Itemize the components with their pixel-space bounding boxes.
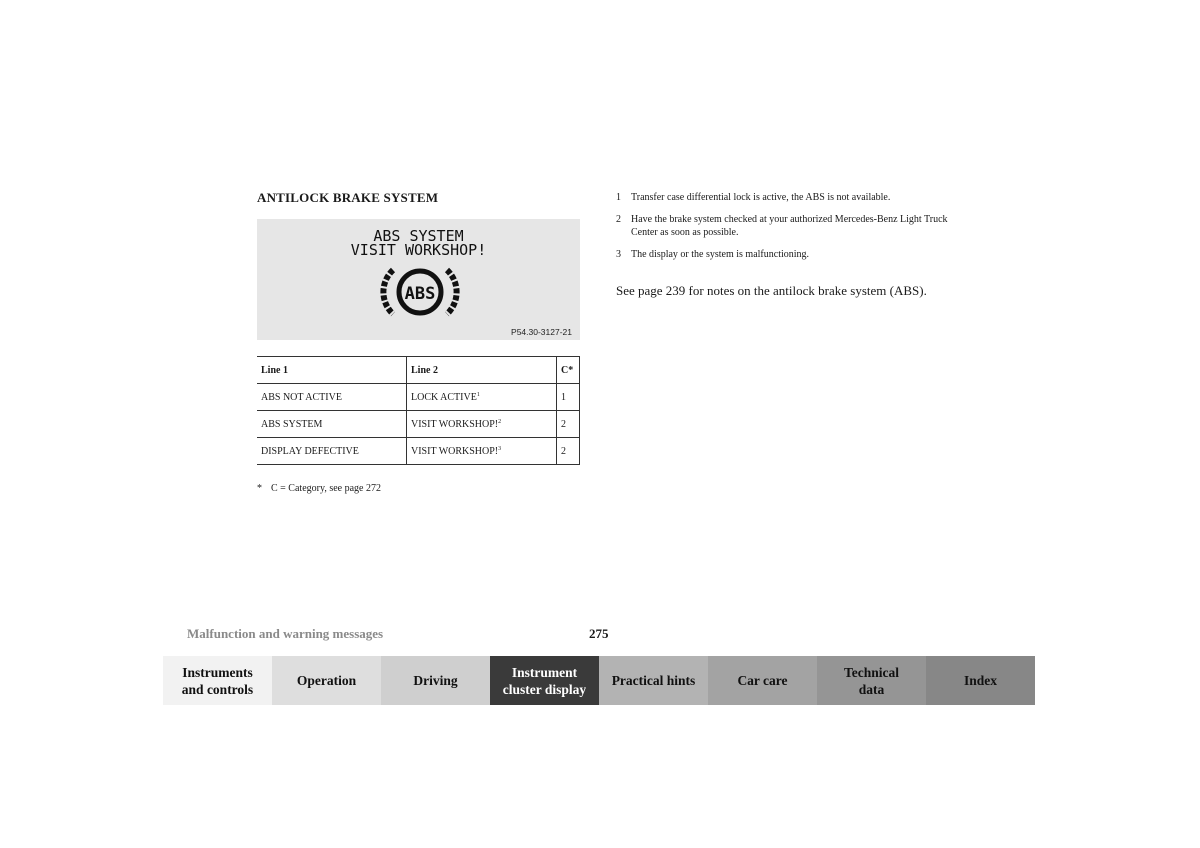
tab-car-care[interactable]	[708, 656, 817, 705]
tab-label: Instruments and controls	[181, 664, 254, 697]
line-1-cell: ABS SYSTEM	[257, 411, 407, 438]
tab-operation[interactable]	[272, 656, 381, 705]
column-header-category: C*	[557, 357, 580, 384]
table-row	[257, 438, 580, 465]
table-row	[257, 384, 580, 411]
note-item	[616, 213, 951, 239]
instrument-display-figure	[257, 219, 580, 340]
line-1-cell: ABS NOT ACTIVE	[257, 384, 407, 411]
display-line-2: VISIT WORKSHOP!	[350, 241, 487, 259]
tab-instrument-cluster-display[interactable]	[490, 656, 599, 705]
category-cell: 2	[557, 438, 580, 465]
page-number: 275	[589, 626, 609, 641]
note-text: Transfer case differential lock is active, the ABS is not available.	[631, 192, 891, 203]
note-text: Have the brake system checked at your authorized Mercedes-Benz Light Truck Center as soon as possible.	[631, 214, 948, 238]
footnote-text: C = Category, see page 272	[271, 483, 381, 494]
tab-label: Instrument cluster display	[502, 664, 587, 697]
tab-index[interactable]	[926, 656, 1035, 705]
category-footnote	[257, 483, 381, 494]
line-1-cell: DISPLAY DEFECTIVE	[257, 438, 407, 465]
column-header-line-2: Line 2	[407, 357, 557, 384]
note-text: The display or the system is malfunctioning.	[631, 249, 810, 260]
display-line-1: ABS SYSTEM	[373, 227, 464, 245]
tab-label: Technical data	[843, 664, 899, 697]
tab-label: Index	[963, 673, 997, 688]
tab-label: Practical hints	[611, 673, 696, 688]
line-2-text: LOCK ACTIVE	[411, 391, 477, 403]
line-2-text: VISIT WORKSHOP!	[411, 418, 499, 430]
category-cell: 2	[557, 411, 580, 438]
tab-driving[interactable]	[381, 656, 490, 705]
footnote-ref: 2	[498, 418, 502, 425]
table-row	[257, 411, 580, 438]
abs-icon-text: ABS	[404, 284, 436, 304]
tab-label: Operation	[296, 673, 357, 688]
line-2-cell	[407, 411, 557, 438]
note-number: 2	[616, 214, 621, 225]
section-tabs	[163, 656, 1035, 705]
footnote-ref: 1	[476, 391, 480, 398]
footnote-ref: 3	[498, 445, 502, 452]
tab-label: Car care	[737, 673, 788, 688]
note-number: 3	[616, 249, 621, 260]
abs-warning-icon	[378, 262, 462, 322]
table-header-row	[257, 357, 580, 384]
note-item	[616, 191, 951, 204]
footnote-marker: *	[257, 483, 262, 494]
abs-icon-right-arc	[447, 270, 457, 314]
note-number: 1	[616, 192, 621, 203]
tab-instruments-and-controls[interactable]	[163, 656, 272, 705]
abs-icon-left-arc	[383, 270, 393, 314]
figure-code: P54.30-3127-21	[511, 327, 572, 337]
tab-practical-hints[interactable]	[599, 656, 708, 705]
line-2-text: VISIT WORKSHOP!	[411, 445, 499, 457]
notes-list	[616, 191, 951, 270]
running-title: Malfunction and warning messages	[187, 626, 384, 641]
message-table	[257, 356, 580, 465]
see-page-reference: See page 239 for notes on the antilock brake system (ABS).	[616, 283, 927, 298]
section-title: ANTILOCK BRAKE SYSTEM	[257, 190, 439, 205]
category-cell: 1	[557, 384, 580, 411]
note-item	[616, 248, 951, 261]
line-2-cell	[407, 438, 557, 465]
column-header-line-1: Line 1	[257, 357, 407, 384]
tab-label: Driving	[413, 673, 458, 688]
line-2-cell	[407, 384, 557, 411]
tab-technical-data[interactable]	[817, 656, 926, 705]
